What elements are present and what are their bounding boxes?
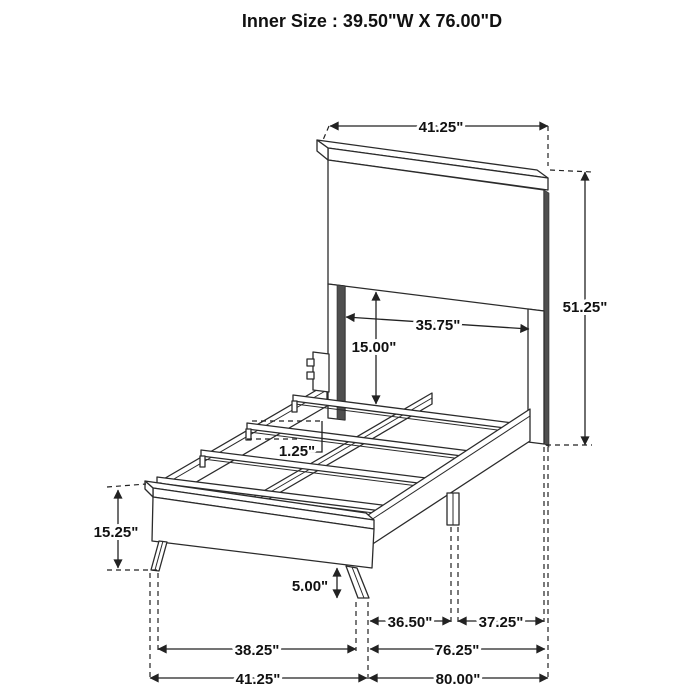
- footboard: [145, 481, 374, 598]
- diagram-title: Inner Size : 39.50"W X 76.00"D: [241, 11, 503, 31]
- dim-headboard-height-label: 51.25": [562, 299, 608, 316]
- rail-bracket-plate: [313, 352, 329, 392]
- dim-footboard-leg-span-label: 38.25": [234, 642, 280, 659]
- dim-overall-length: [369, 671, 548, 688]
- dim-leg-height-label: 5.00": [291, 578, 329, 595]
- dim-overall-length-label: 80.00": [435, 671, 481, 688]
- dim-headboard-height: [546, 170, 607, 445]
- dim-footboard-leg-span: [158, 642, 356, 659]
- dim-foot-to-center-leg: [370, 614, 451, 631]
- slat-3-end-tab: [200, 456, 205, 467]
- bracket-hook-lower: [307, 372, 314, 379]
- dim-overall-width: [150, 671, 367, 688]
- slat-1-end-tab: [292, 401, 297, 412]
- dim-leg-height: [292, 568, 337, 598]
- dim-inner-rail-length-label: 76.25": [434, 642, 480, 659]
- dim-overall-width-label: 41.25": [235, 671, 281, 688]
- slat-3: [200, 450, 434, 488]
- dim-slat-thickness-label: 1.25": [278, 443, 316, 460]
- dim-panel-to-slat: [352, 292, 397, 404]
- dim-footboard-height-label: 15.25": [93, 524, 139, 541]
- dim-center-leg-to-headboard-label: 37.25": [478, 614, 524, 631]
- slat-1: [292, 395, 521, 433]
- headboard-right-edge-shade: [544, 190, 549, 447]
- dim-inner-width: [346, 317, 529, 334]
- slat-2-end-tab: [246, 429, 251, 440]
- bracket-hook-upper: [307, 359, 314, 366]
- dim-panel-to-slat-label: 15.00": [351, 339, 397, 356]
- headboard-left-leg-shade: [337, 285, 345, 420]
- dim-inner-width-label: 35.75": [415, 317, 461, 334]
- dim-foot-to-center-leg-label: 36.50": [387, 614, 433, 631]
- headboard: [317, 140, 549, 447]
- dim-inner-rail-length: [370, 642, 545, 659]
- dim-headboard-width-label: 41.25": [418, 119, 464, 136]
- dim-center-leg-to-headboard: [458, 614, 544, 631]
- dim-footboard-height: [94, 484, 160, 570]
